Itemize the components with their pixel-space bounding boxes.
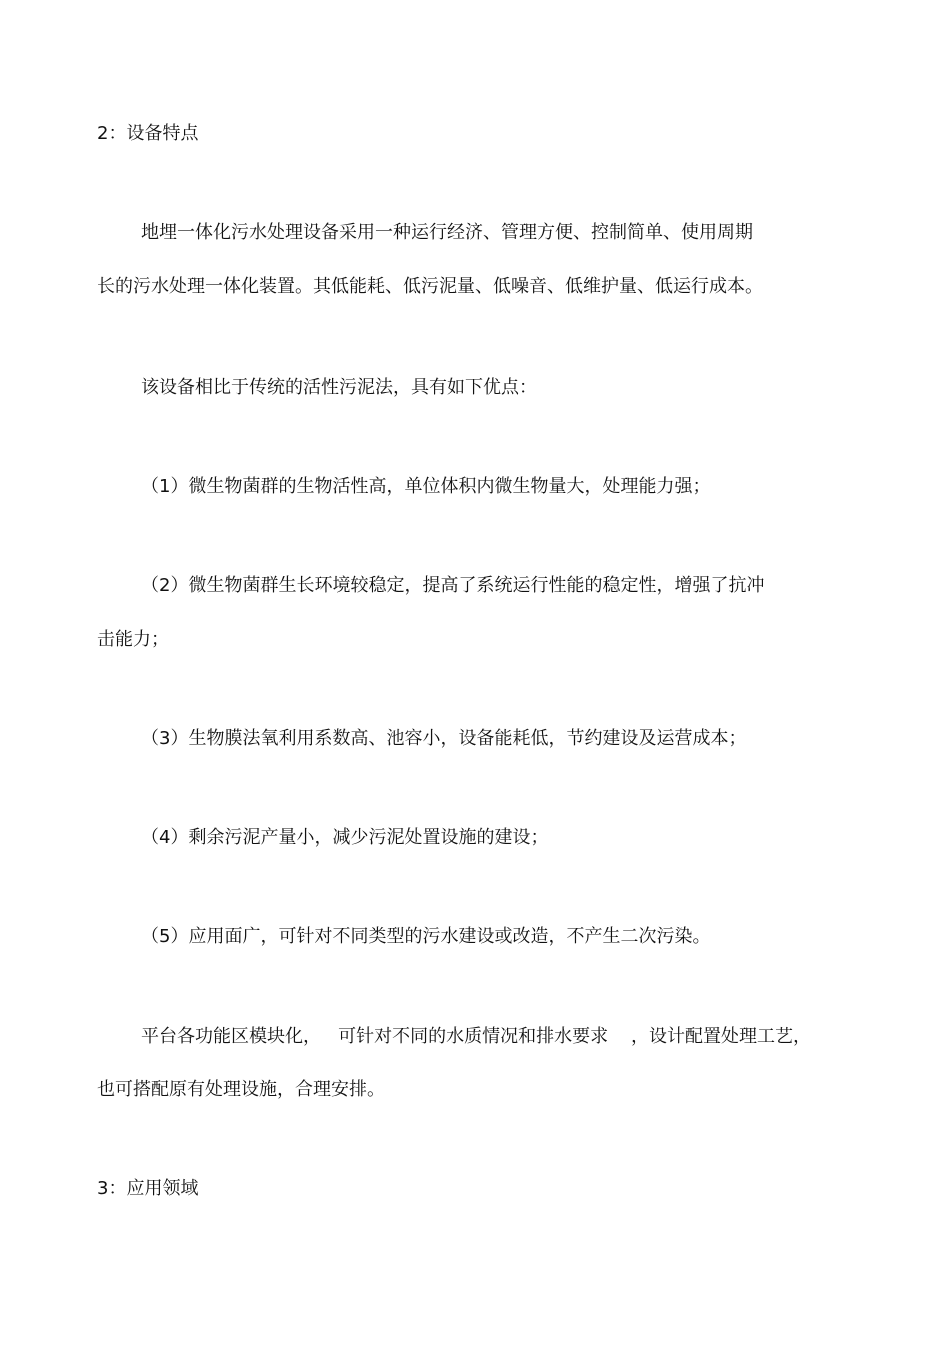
section-3-heading: 3：应用领域	[97, 1178, 199, 1199]
advantage-item-1: （1）微生物菌群的生物活性高，单位体积内微生物量大，处理能力强；	[141, 476, 711, 497]
advantage-item-5: （5）应用面广，可针对不同类型的污水建设或改造，不产生二次污染。	[141, 926, 711, 947]
advantage-item-4: （4）剩余污泥产量小，减少污泥处置设施的建设；	[141, 827, 549, 848]
advantage-item-2-line-2: 击能力；	[97, 629, 169, 650]
intro-paragraph-line-1: 地埋一体化污水处理设备采用一种运行经济、管理方便、控制简单、使用周期	[141, 222, 753, 243]
advantage-item-3: （3）生物膜法氧利用系数高、池容小，设备能耗低，节约建设及运营成本；	[141, 728, 747, 749]
modular-paragraph-line-1: 平台各功能区模块化， 可针对不同的水质情况和排水要求 ，设计配置处理工艺，	[141, 1026, 812, 1047]
section-2-heading: 2：设备特点	[97, 123, 199, 144]
advantages-lead-text: 该设备相比于传统的活性污泥法，具有如下优点：	[141, 377, 537, 398]
modular-paragraph-line-2: 也可搭配原有处理设施，合理安排。	[97, 1079, 385, 1100]
intro-paragraph-line-2: 长的污水处理一体化装置。其低能耗、低污泥量、低噪音、低维护量、低运行成本。	[97, 276, 763, 297]
advantage-item-2-line-1: （2）微生物菌群生长环境较稳定，提高了系统运行性能的稳定性，增强了抗冲	[141, 575, 765, 596]
